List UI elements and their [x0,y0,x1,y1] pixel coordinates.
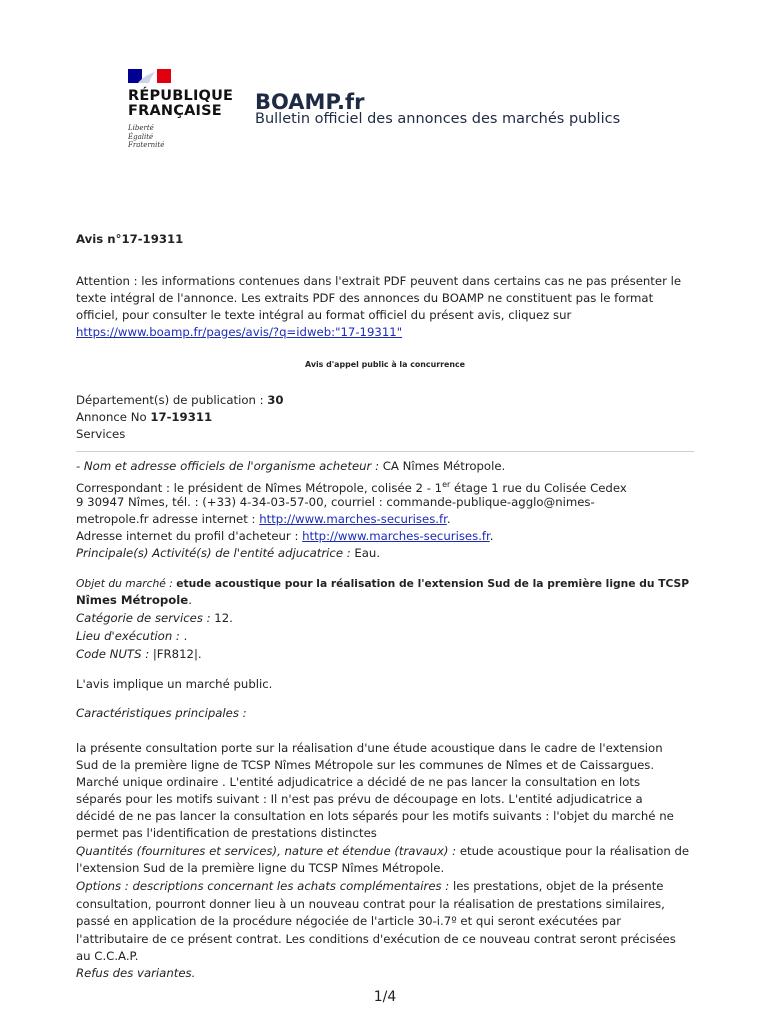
period: . [489,529,494,543]
motto-liberte: Liberté [128,124,154,132]
quantites-line-2: l'extension Sud de la première ligne du TCSP Nîmes Métropole. [76,861,445,875]
contact-line: 9 30947 Nîmes, tél. : (+33) 4-34-03-57-00, courriel : commande-publique-agglo@nimes- [76,495,595,509]
activite-line [76,545,380,563]
options-line [76,878,663,896]
french-flag-logo [128,69,171,83]
services-line: Services [76,427,126,441]
options-line-4: l'attributaire de ce présent contrat. Les conditions d'exécution de ce nouveau contrat seront précisées [76,932,676,946]
profil-acheteur-label: Adresse internet du profil d'acheteur : [76,529,303,543]
lieu-label: Lieu d'exécution : [76,629,184,643]
quantites-label: Quantités (fournitures et services), nature et étendue (travaux) : [76,844,460,858]
correspondant-text-a: Correspondant : le président de Nîmes Métropole, colisée 2 - 1 [76,480,443,495]
activite-value: Eau. [354,546,381,560]
attention-line-3: officiel, pour consulter le texte intégral au format officiel du présent avis, cliquez sur [76,308,572,322]
objet-value-2: Nîmes Métropole [76,593,189,607]
objet-line [76,575,689,593]
quantites-line [76,843,689,861]
consultation-line-5: décidé de ne pas lancer la consultation en lots séparés pour les motifs suivants : l'objet du marché ne [76,809,674,823]
notice-heading: Avis d'appel public à la concurrence [305,360,465,369]
departement-label: Département(s) de publication : [76,393,268,407]
republique-francaise-title [128,89,233,119]
departement-line [76,392,284,410]
nuts-label: Code NUTS : [76,647,153,661]
correspondant-text-b: étage 1 rue du Colisée Cedex [450,480,627,495]
annonce-line [76,409,212,427]
boamp-logo-name: BOAMP.fr [255,90,365,114]
options-line-3: passé en application de la procédure négociée de l'article 30-i.7º et qui seront exécutées par [76,914,622,928]
republic-motto [128,124,164,150]
profil-acheteur-line [76,528,493,546]
period: . [188,593,192,607]
objet-value: etude acoustique pour la réalisation de l'extension Sud de la première ligne du TCSP [176,577,690,590]
nuts-value: |FR812|. [152,647,202,661]
categorie-value: 12. [214,611,233,625]
section-divider [76,451,694,452]
page-number: 1/4 [373,989,397,1005]
departement-value: 30 [267,393,284,407]
consultation-line-6: permet pas l'identification de prestations distinctes [76,826,377,840]
refus-variantes: Refus des variantes. [76,966,196,980]
consultation-line-1: la présente consultation porte sur la réalisation d'une étude acoustique dans le cadre de l'extension [76,741,663,755]
adresse-internet-line [76,511,451,529]
options-label: Options : descriptions concernant les achats complémentaires : [76,879,453,893]
motto-fraternite: Fraternité [128,141,165,149]
motto-egalite: Égalité [128,132,154,141]
francaise-line: FRANÇAISE [128,103,222,119]
quantites-value: etude acoustique pour la réalisation de [459,844,690,858]
consultation-line-2: Sud de la première ligne de TCSP Nîmes Métropole sur les communes de Nîmes et de Caissargues. [76,758,655,772]
avis-number: Avis n°17-19311 [76,232,184,246]
activite-label: Principale(s) Activité(s) de l'entité adjucatrice : [76,546,355,560]
caracteristiques-label: Caractéristiques principales : [76,706,247,720]
profil-acheteur-link[interactable]: http://www.marches-securises.fr [302,529,490,543]
boamp-tagline: Bulletin officiel des annonces des marchés publics [255,111,621,127]
annonce-label: Annonce No [76,410,151,424]
categorie-line [76,610,233,628]
objet-line-2 [76,592,192,610]
options-line-5: au C.C.A.P. [76,949,139,963]
republique-line: RÉPUBLIQUE [128,88,234,104]
annonce-value: 17-19311 [150,410,213,424]
attention-line-1: Attention : les informations contenues dans l'extrait PDF peuvent dans certains cas ne pas présenter le [76,274,682,288]
categorie-label: Catégorie de services : [76,611,215,625]
attention-line-2: texte intégral de l'annonce. Les extraits PDF des annonces du BOAMP ne constituent pas le format [76,291,654,305]
lieu-value: . [183,629,188,643]
adresse-internet-label: metropole.fr adresse internet : [76,512,260,526]
nuts-line [76,646,202,664]
acheteur-line [76,458,505,476]
marches-securises-link[interactable]: http://www.marches-securises.fr [259,512,447,526]
consultation-line-4: séparés pour les motifs suivant : Il n'est pas prévu de découpage en lots. L'entité adjudicatrice a [76,792,643,806]
consultation-line-3: Marché unique ordinaire . L'entité adjudicatrice a décidé de ne pas lancer la consultation en lots [76,775,641,789]
correspondant-sup: er [442,480,451,489]
boamp-avis-link[interactable]: https://www.boamp.fr/pages/avis/?q=idweb:"17-19311" [76,325,403,339]
period: . [446,512,451,526]
lieu-line [76,628,187,646]
options-value: les prestations, objet de la présente [452,879,664,893]
options-line-2: consultation, pourront donner lieu à un nouveau contrat pour la réalisation de prestations similaires, [76,897,665,911]
acheteur-value: CA Nîmes Métropole. [382,459,506,473]
acheteur-label: - Nom et adresse officiels de l'organisme acheteur : [76,459,383,473]
objet-label: Objet du marché : [76,577,177,590]
avis-implique: L'avis implique un marché public. [76,677,273,691]
